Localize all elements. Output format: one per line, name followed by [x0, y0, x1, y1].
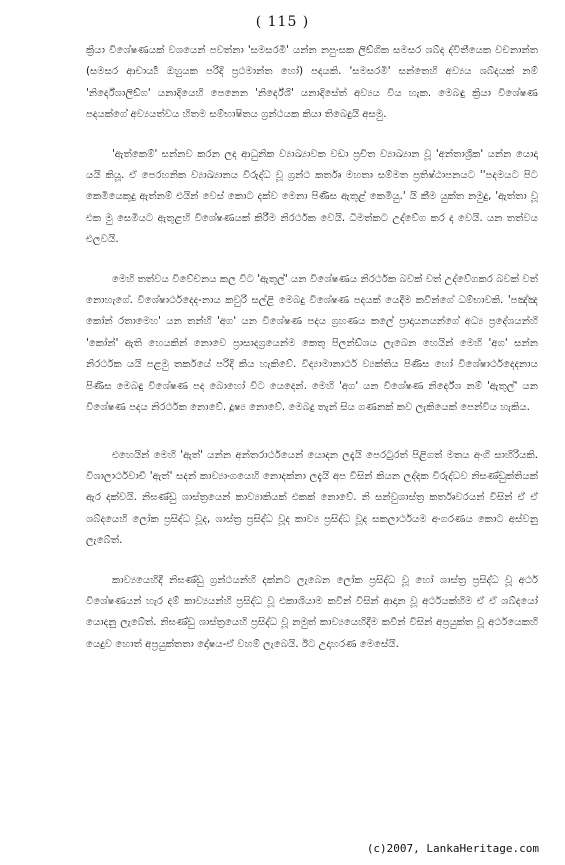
paragraph-1: ක්‍රියා විශේෂණයක් වශයෙන් පවත්නා 'සමසරමි' යන්න නපුංසක ලිඞ්ගික සමසර ශබ්ද ද්විතීයෙක වචනාන්ත (සමසර ආචාර්‍ය්‍ය ඔහුයක පරිදි ප්‍රථමාන්ත හෝ) පදයකි. 'සමසරමි' සන්තෙහි අව්‍යය ශබ්දයක් නම් 'නිර්දේශාලිඞ්ග' යනාදියෙහි පෙනෙන 'නිර්දේශි' යනාදිසේත් අව්‍යය විය හැක. මෙබඳු ක්‍රියා විශේෂණ පදයක්ගේ අව්‍යයත්වය හිතම සම්භාෂිතය ග්‍රන්ථයක කියා තිබෙදුයි අසමු.	[86, 45, 538, 121]
paragraph-4: එහෙයින් මෙහි 'ඇත්' යන්න අන්තරාර්ථයෙන් යොදන ලදැයි පෙරටුරත් පිළිගත් මතය අංගි සාහිරියකි. විශාලාර්ථවාචී 'ඇත්' සදන් කාව්‍යාංගයෙහි නොදක්නා ලදැයි අප විසින් කියන ලද්දක විරුද්ධව නිසණ්ඩුක්තියක් ඇර දක්වයි. නිඝණ්ඩු ශාස්ත්‍රයෙන් කාව්‍යාකියක් එකක් නොවේ. නි සන්වුශාස්ත්‍ර කර්තෘවරයන් විසින් ඒ ඒ ශබ්දයෙහි ලෝක ප්‍රසිද්ධ වූද, ශාස්ත්‍ර ප්‍රසිද්ධ වූද කාව්‍ය ප්‍රසිද්ධ වූද සකලාර්ථයම අංගරණය කොට අස්වනු ලැබේත්.	[86, 449, 538, 547]
paragraph-3: මෙහි තත්වය විවේචනය කල විට 'ඇතුල්' යන විශේෂණය නිරර්ථක බවක් වත් උද්වේගකර බවක් වත් නොහැගේ. විශේෂාර්ථදෙද-නාය කවුරි සල්ළි මෙබදු විශේෂණ පදයක් යෙදීම කවීන්ගේ ධම්භාවකි. 'පඤ්ඤ කෝන් රතාමෙහ' යන තන්හි 'අග' යන විශේෂණ පදය ග්‍රහණය කලේ ප්‍රාදායනයන්ගේ අධ්‍ය ප්‍රදේශයන්හි 'කෝන්' ඇති හෙයකින් නොවෙ ප්‍රාසාදග්‍රයෙන්ම කෙතු පිලන්ඩ්ශය ලැබෙන හෙයින් මෙහි 'අග' සන්න නිරර්ථක යයි පළමු තර්කයේ පරිදි කිය හැකිවේ. විද්‍යාමානාර්ථ ව්‍යක්තිය පිණිස හෝ විශේෂාර්ථදෙදනාය පිණිස මෙබඳු විශේෂණ පද බොහෝ විට යෙදෙන්. මෙහි 'අග' යන විශේෂණ නිර්දේශ නම් 'ඇතුල්' යන විශේෂණ පදය නිරර්ථක නොවේ. දූෂ්‍ය නොවේ. මෙබදු තැන් සිය ගණනක් කව ලැකියෙක් පෙන්විය හැකිය.	[86, 273, 538, 414]
body-text	[86, 40, 538, 655]
copyright-footer: (c)2007, LankaHeritage.com	[366, 842, 539, 855]
paragraph-2: 'ඇත්කෙම්' සන්නව කරන ලද ආධුනික ව්‍යාඛ්‍යාවක වඩා ප්‍රචිත ව්‍යාඛ්‍යාන වූ 'අන්තාශ්‍රීක' යන්න යොදා යයි කියූ. ඒ පෙරහනික ව්‍යාඛ්‍යානය විරුද්ධ වූ ග්‍රන්ථ කර්තෘ මහතා සම්මත ප්‍රතිෂ්ඨාපනයට ''පදමයට පිට කෙමියෙකුදු ඇත්නම් එයින් වෙස් කොට දක්ව මෙනා පිණිස ඇතුළ් කෙමියු.' යි කීම යුක්ත නමුදු, 'ඇත්තා වූ එක මු සෙමියට ඇතුළහි විශේෂණයක් කිරීම නිරර්ථක වෙයි. ධිමත්කට උද්වේග කර ද වෙයි. යන තත්වය එලවයි.	[86, 148, 538, 246]
page-number: ( 115 )	[255, 14, 310, 30]
paragraph-5: කාව්‍යයෙහිදී නිඝණ්ඩු ග්‍රන්ථයන්හි දක්නට ලැබෙන ලෝක ප්‍රසිද්ධ වූ හෝ ශාස්ත්‍ර ප්‍රසිද්ධ වූ අර්ථ විශේෂණයන් හැර දම් කාව්‍යයන්හි ප්‍රසිද්ධ වූ එකාශියාම කවීන් විසින් ආදාන වූ අර්ථයක්හිම ඒ ඒ ශබ්දයෝ යොදනු ලැබේත්. නිඝණ්ඩු ශාස්ත්‍රයෙහි ප්‍රසිද්ධ වූ නමුත් කාව්‍යයෙහිදීම කවීන් විසින් අප්‍රයුක්ත වූ අර්ථයෙකහි යෙදුව හොත් අප්‍රයුක්තතා දෝෂය-ඒ වහම් ලැබෙයි. ඊට උදාහරණ මෙසේයි.	[86, 574, 538, 650]
